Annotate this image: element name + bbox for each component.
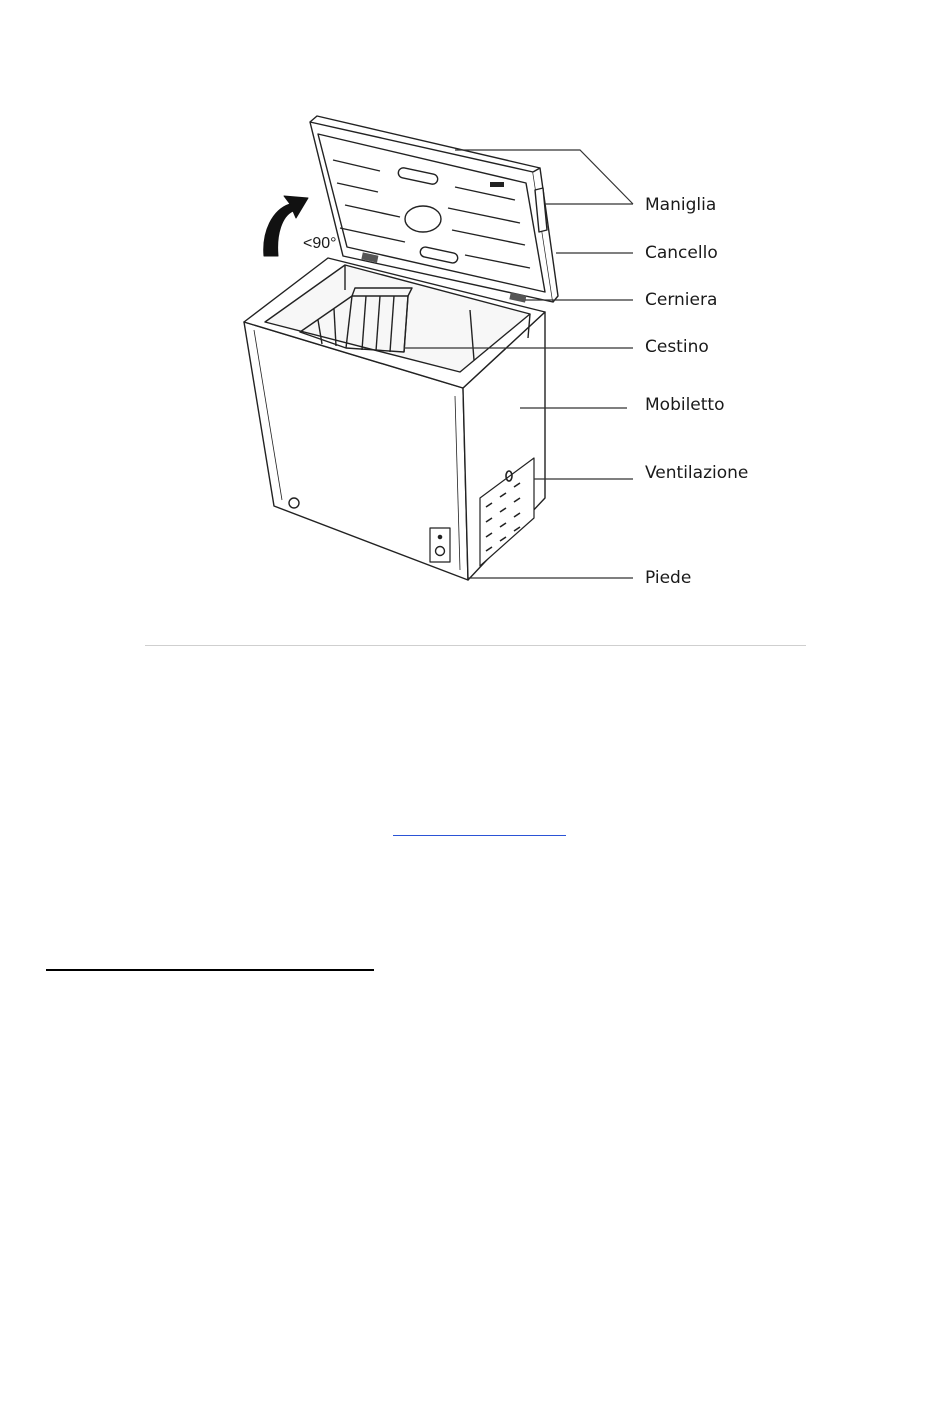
horizontal-divider — [145, 645, 806, 646]
section-underline — [46, 969, 374, 971]
label-ventilazione: Ventilazione — [645, 463, 749, 483]
label-piede: Piede — [645, 568, 692, 588]
label-cancello: Cancello — [645, 243, 718, 263]
label-cestino: Cestino — [645, 337, 709, 357]
opening-arrow-icon — [264, 196, 308, 256]
chest-freezer-diagram — [0, 0, 950, 640]
hyperlink-underline[interactable] — [393, 835, 566, 836]
opening-angle-label: <90° — [303, 235, 337, 252]
label-cerniera: Cerniera — [645, 290, 718, 310]
label-mobiletto: Mobiletto — [645, 395, 725, 415]
label-maniglia: Maniglia — [645, 195, 717, 215]
